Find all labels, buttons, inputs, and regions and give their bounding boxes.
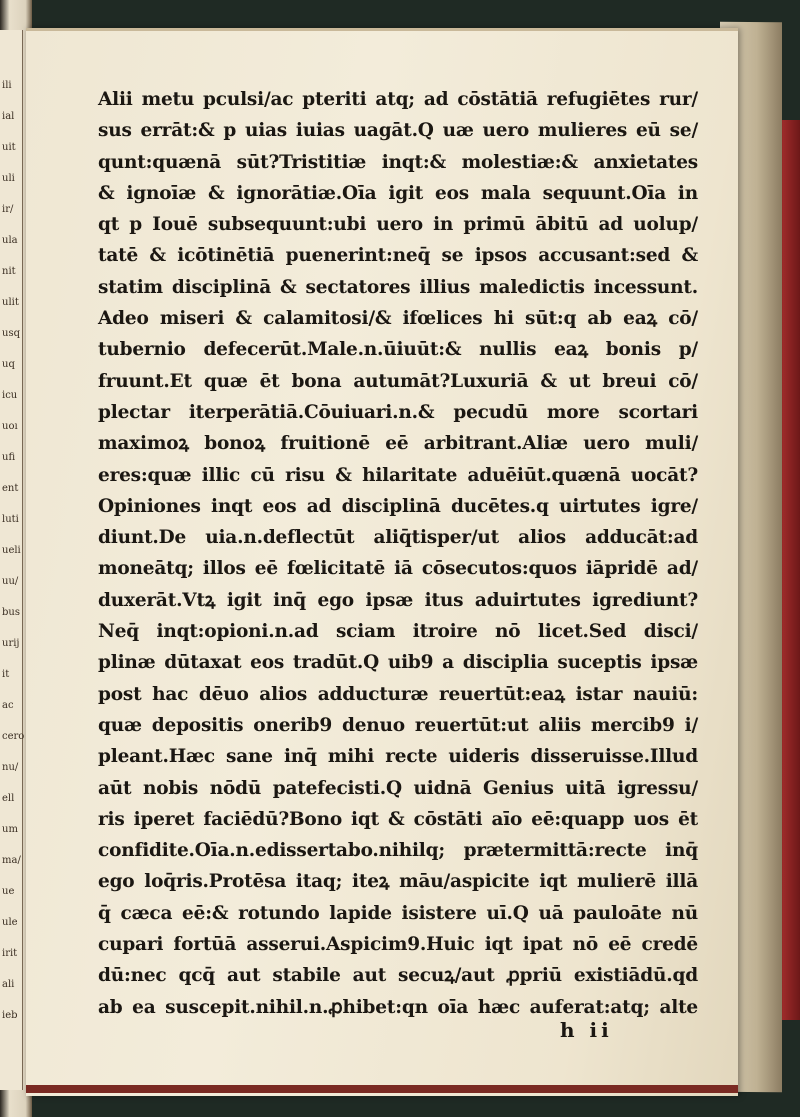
text-line: qunt:quænā sūt?Tristitiæ inqt:& molestiæ:& anxietates	[98, 151, 698, 173]
text-line: q̄ cæca eē:& rotundo lapide isistere uī.Q uā pauloāte nū	[98, 902, 698, 924]
text-line: plinæ dūtaxat eos tradūt.Q uib9 a disciplia suceptis ipsæ	[98, 652, 698, 674]
text-line: dū:nec qcq̄ aut stabile aut secuꝝ/aut ꝓpriū existiādū.qd	[98, 965, 698, 987]
text-line: qt p Iouē subsequunt:ubi uero in primū ābitū ad uolup/	[98, 214, 698, 236]
text-line: post hac dēuo alios adducturæ reuertūt:eaꝝ istar nauiū:	[98, 683, 698, 705]
text-line: tubernio defecerūt.Male.n.ūiuūt:& nullis eaꝝ bonis p/	[98, 339, 698, 361]
page-bottom-edge	[26, 1085, 738, 1093]
text-line: ego loq̄ris.Protēsa itaq; iteꝝ māu/aspicite iqt mulierē illā	[98, 871, 698, 893]
text-line: Neq̄ inqt:opioni.n.ad sciam itroire nō licet.Sed disci/	[98, 621, 698, 643]
text-line: duxerāt.Vtꝝ igit inq̄ ego ipsæ itus aduirtutes igrediunt?	[98, 589, 698, 611]
text-line: quæ depositis onerib9 denuo reuertūt:ut aliis mercib9 i/	[98, 714, 698, 736]
text-line: Adeo miseri & calamitosi/& ifœlices hi sūt:q ab eaꝝ cō/	[98, 308, 698, 330]
text-line: cupari fortūā asserui.Aspicim9.Huic iqt ipat nō eē credē	[98, 934, 698, 956]
page-text-block	[98, 84, 698, 1023]
text-line: ris iperet faciēdū?Bono iqt & cōstāti aīo eē:quapp uos ēt	[98, 808, 698, 830]
text-line: sus errāt:& p uias iuias uagāt.Q uæ uero mulieres eū se/	[98, 120, 698, 142]
text-line: aūt nobis nōdū patefecisti.Q uidnā Genius uitā igressu/	[98, 777, 698, 799]
text-line: ab ea suscepit.nihil.n.ꝓhibet:qn oīa hæc auferat:atq; alte	[98, 996, 698, 1018]
text-line: diunt.De uia.n.deflectūt aliq̄tisper/ut alios adducāt:ad	[98, 527, 698, 549]
text-line: eres:quæ illic cū risu & hilaritate aduēiūt.quænā uocāt?	[98, 464, 698, 486]
text-line: confidite.Oīa.n.edissertabo.nihilq; prætermittā:recte inq̄	[98, 840, 698, 862]
signature-mark: h ii	[560, 1018, 613, 1042]
text-line: & ignoīæ & ignorātiæ.Oīa igit eos mala sequunt.Oīa in	[98, 182, 698, 204]
text-line: Opiniones inqt eos ad disciplinā ducētes.q uirtutes igre/	[98, 495, 698, 517]
text-line: maximoꝝ bonoꝝ fruitionē eē arbitrant.Aliæ uero muli/	[98, 433, 698, 455]
text-line: tatē & icōtinētiā puenerint:neq̄ se ipsos accusant:sed &	[98, 245, 698, 267]
text-line: pleant.Hæc sane inq̄ mihi recte uideris disseruisse.Illud	[98, 746, 698, 768]
text-line: Alii metu pculsi/ac pteriti atq; ad cōstātiā refugiētes rur/	[98, 89, 698, 110]
facing-page-edge	[0, 30, 23, 1090]
text-line: statim disciplinā & sectatores illius maledictis incessunt.	[98, 276, 698, 298]
text-line: fruunt.Et quæ ēt bona autumāt?Luxuriā & ut breui cō/	[98, 370, 698, 392]
facing-page-text: ili ial uit uli ir/ ula nit ulit usq uq icu uoı ufi ent luti ueli uu/ bus urij it ac cero nu/ ell um ma/ ue ule irit ali ieb	[2, 80, 25, 1021]
text-line: plectar iterperātiā.Cōuiuari.n.& pecudū more scortari	[98, 401, 698, 423]
text-line: moneātq; illos eē fœlicitatē iā cōsecutos:quos iāpridē ad/	[98, 558, 698, 580]
